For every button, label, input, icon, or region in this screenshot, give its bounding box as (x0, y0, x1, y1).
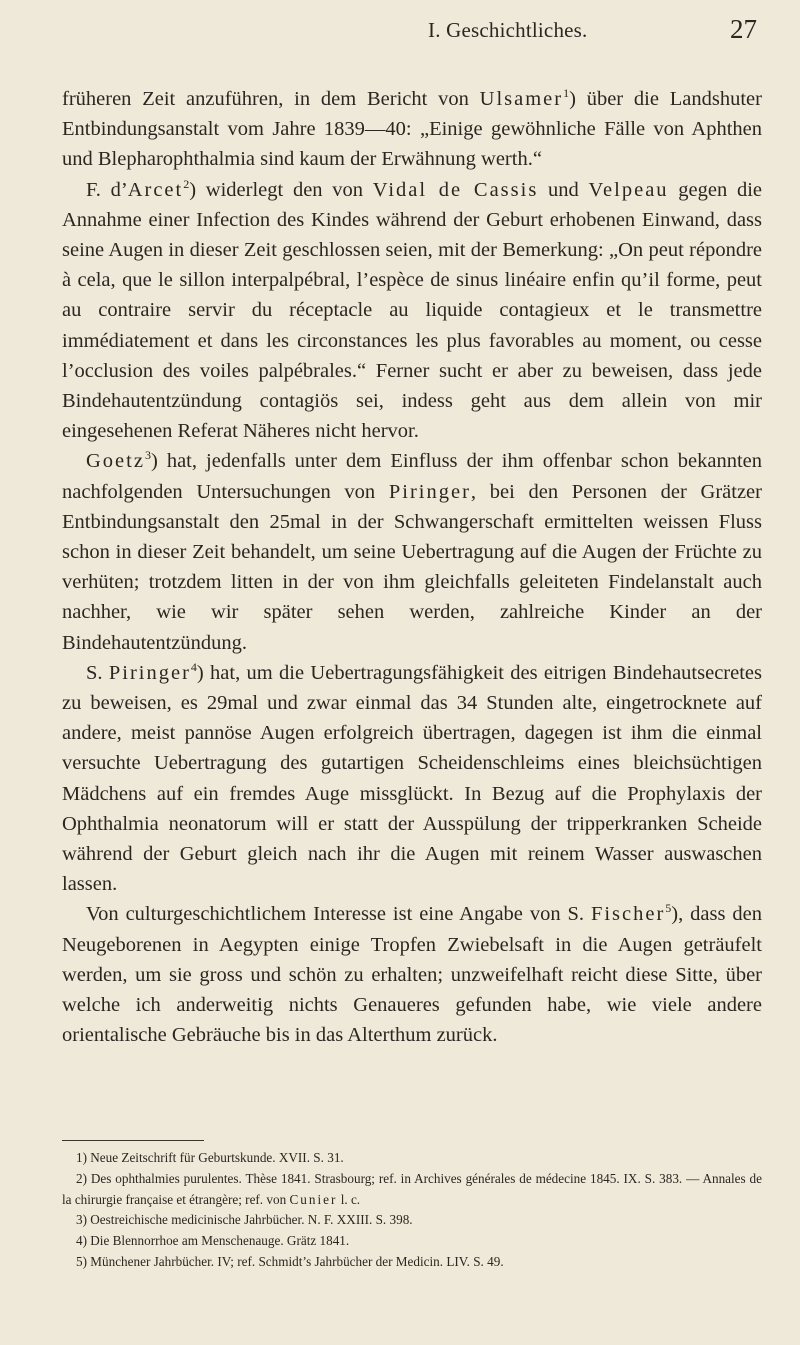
footnote-ref: 3 (144, 448, 151, 463)
author-name: Cunier (289, 1191, 338, 1207)
author-name: Goetz (86, 450, 145, 473)
paragraph-4: S. Piringer$^4$) hat, um die Uebertragungsfähigkeit des eitrigen Bindehautsecretes zu beweisen, es 29mal und zwar einmal das 34 Stunden alte, eingetrocknete auf andere, meist pannöse Augen erfolgreich übertragen, dagegen ist ihm die einmal versuchte Uebertragung des gutartigen Scheidenschleims eines bleichsüchtigen Mädchens auf ein fremdes Auge missglückt. In Bezug auf die Prophylaxis der Ophthalmia neonatorum will er statt der Ausspülung der tripperkranken Scheide während der Geburt gleich nach ihr die Augen mit reinem Wasser auswaschen lassen. (62, 660, 762, 896)
footnote-4: 4) Die Blennorrhoe am Menschenauge. Grätz 1841. (76, 1233, 350, 1249)
footnote-3: 3) Oestreichische medicinische Jahrbücher. N. F. XXIII. S. 398. (76, 1212, 413, 1228)
body-text (62, 84, 762, 1051)
author-name: Piringer (388, 480, 471, 503)
page-number: 27 (730, 14, 757, 44)
paragraph-2: F. d’Arcet$^2$) widerlegt den von Vidal de Cassis und Velpeau gegen die Annahme einer Infection des Kindes während der Geburt erhobenen Einwand, dass seine Augen in dieser Zeit geschlossen seien, mit der Bemerkung: „On peut répondre à cela, que le sillon interpalpébral, l’espèce de sinus linéaire enfin qu’il forme, peut au contraire servir du réceptacle au liquide contagieux et le transmettre immédiatement et dans les circonstances les plus favorables au moment, ou cesse l’occlusion des voiles palpébrales.“ Ferner sucht er aber zu beweisen, dass jede Bindehautentzündung contagiös sei, indess geht aus dem allein von mir eingesehenen Referat Näheres nicht hervor. (62, 176, 763, 443)
author-name: Ulsamer (479, 88, 564, 110)
author-name: Velpeau (588, 178, 669, 201)
author-name: Fischer (590, 903, 666, 926)
author-name: Piringer (108, 661, 191, 684)
footnote-ref: 1 (563, 86, 570, 101)
footnote-ref: 2 (183, 176, 190, 191)
paragraph-3: Goetz$^3$) hat, jedenfalls unter dem Einfluss der ihm offenbar schon bekannten nachfolgenden Untersuchungen von Piringer, bei den Personen der Grätzer Entbindungsanstalt den 25mal in der Schwangerschaft ermittelten weissen Fluss schon in dieser Zeit behandelt, um seine Uebertragung auf die Augen der Früchte zu verhüten; trotzdem litten in der von ihm gleichfalls geleiteten Findelanstalt auch nachher, wie wir später sehen werden, zahlreiche Kinder an der Bindehautentzündung. (62, 448, 762, 654)
footnote-1: 1) Neue Zeitschrift für Geburtskunde. XVII. S. 31. (76, 1150, 344, 1165)
paragraph-5: Von culturgeschichtlichem Interesse ist eine Angabe von S. Fischer$^5$), dass den Neugeborenen in Aegypten einige Tropfen Zwiebelsaft in die Augen geträufelt werden, um sie gross und schön zu erhalten; unzweifelhaft reicht diese Sitte, über welche ich anderweitig nichts Genaueres gefunden habe, wie viele andere orientalische Gebräuche bis in das Alterthum zurück. (62, 901, 762, 1047)
paragraph-1: früheren Zeit anzuführen, in dem Bericht von Ulsamer$^1$) über die Landshuter Entbindungsanstalt vom Jahre 1839—40: „Einige gewöhnliche Fälle von Aphthen und Blepharophthalmia sind kaum der Erwähnung werth.“ (62, 86, 762, 171)
footnotes (62, 1148, 762, 1273)
author-name: Arcet (127, 178, 184, 201)
footnote-ref: 4 (190, 660, 197, 675)
footnote-divider (62, 1140, 204, 1141)
footnote-ref: 5 (665, 901, 672, 916)
footnote-5: 5) Münchener Jahrbücher. IV; ref. Schmidt’s Jahrbücher der Medicin. LIV. S. 49. (76, 1253, 504, 1269)
page-header (0, 14, 800, 54)
footnote-2: 2) Des ophthalmies purulentes. Thèse 1841. Strasbourg; ref. in Archives générales de médecine 1845. IX. S. 383. — Annales de la chirurgie française et étrangère; ref. von Cunier l. c. (62, 1170, 762, 1207)
author-name: Vidal de Cassis (372, 178, 539, 201)
running-title: I. Geschichtliches. (428, 18, 588, 42)
